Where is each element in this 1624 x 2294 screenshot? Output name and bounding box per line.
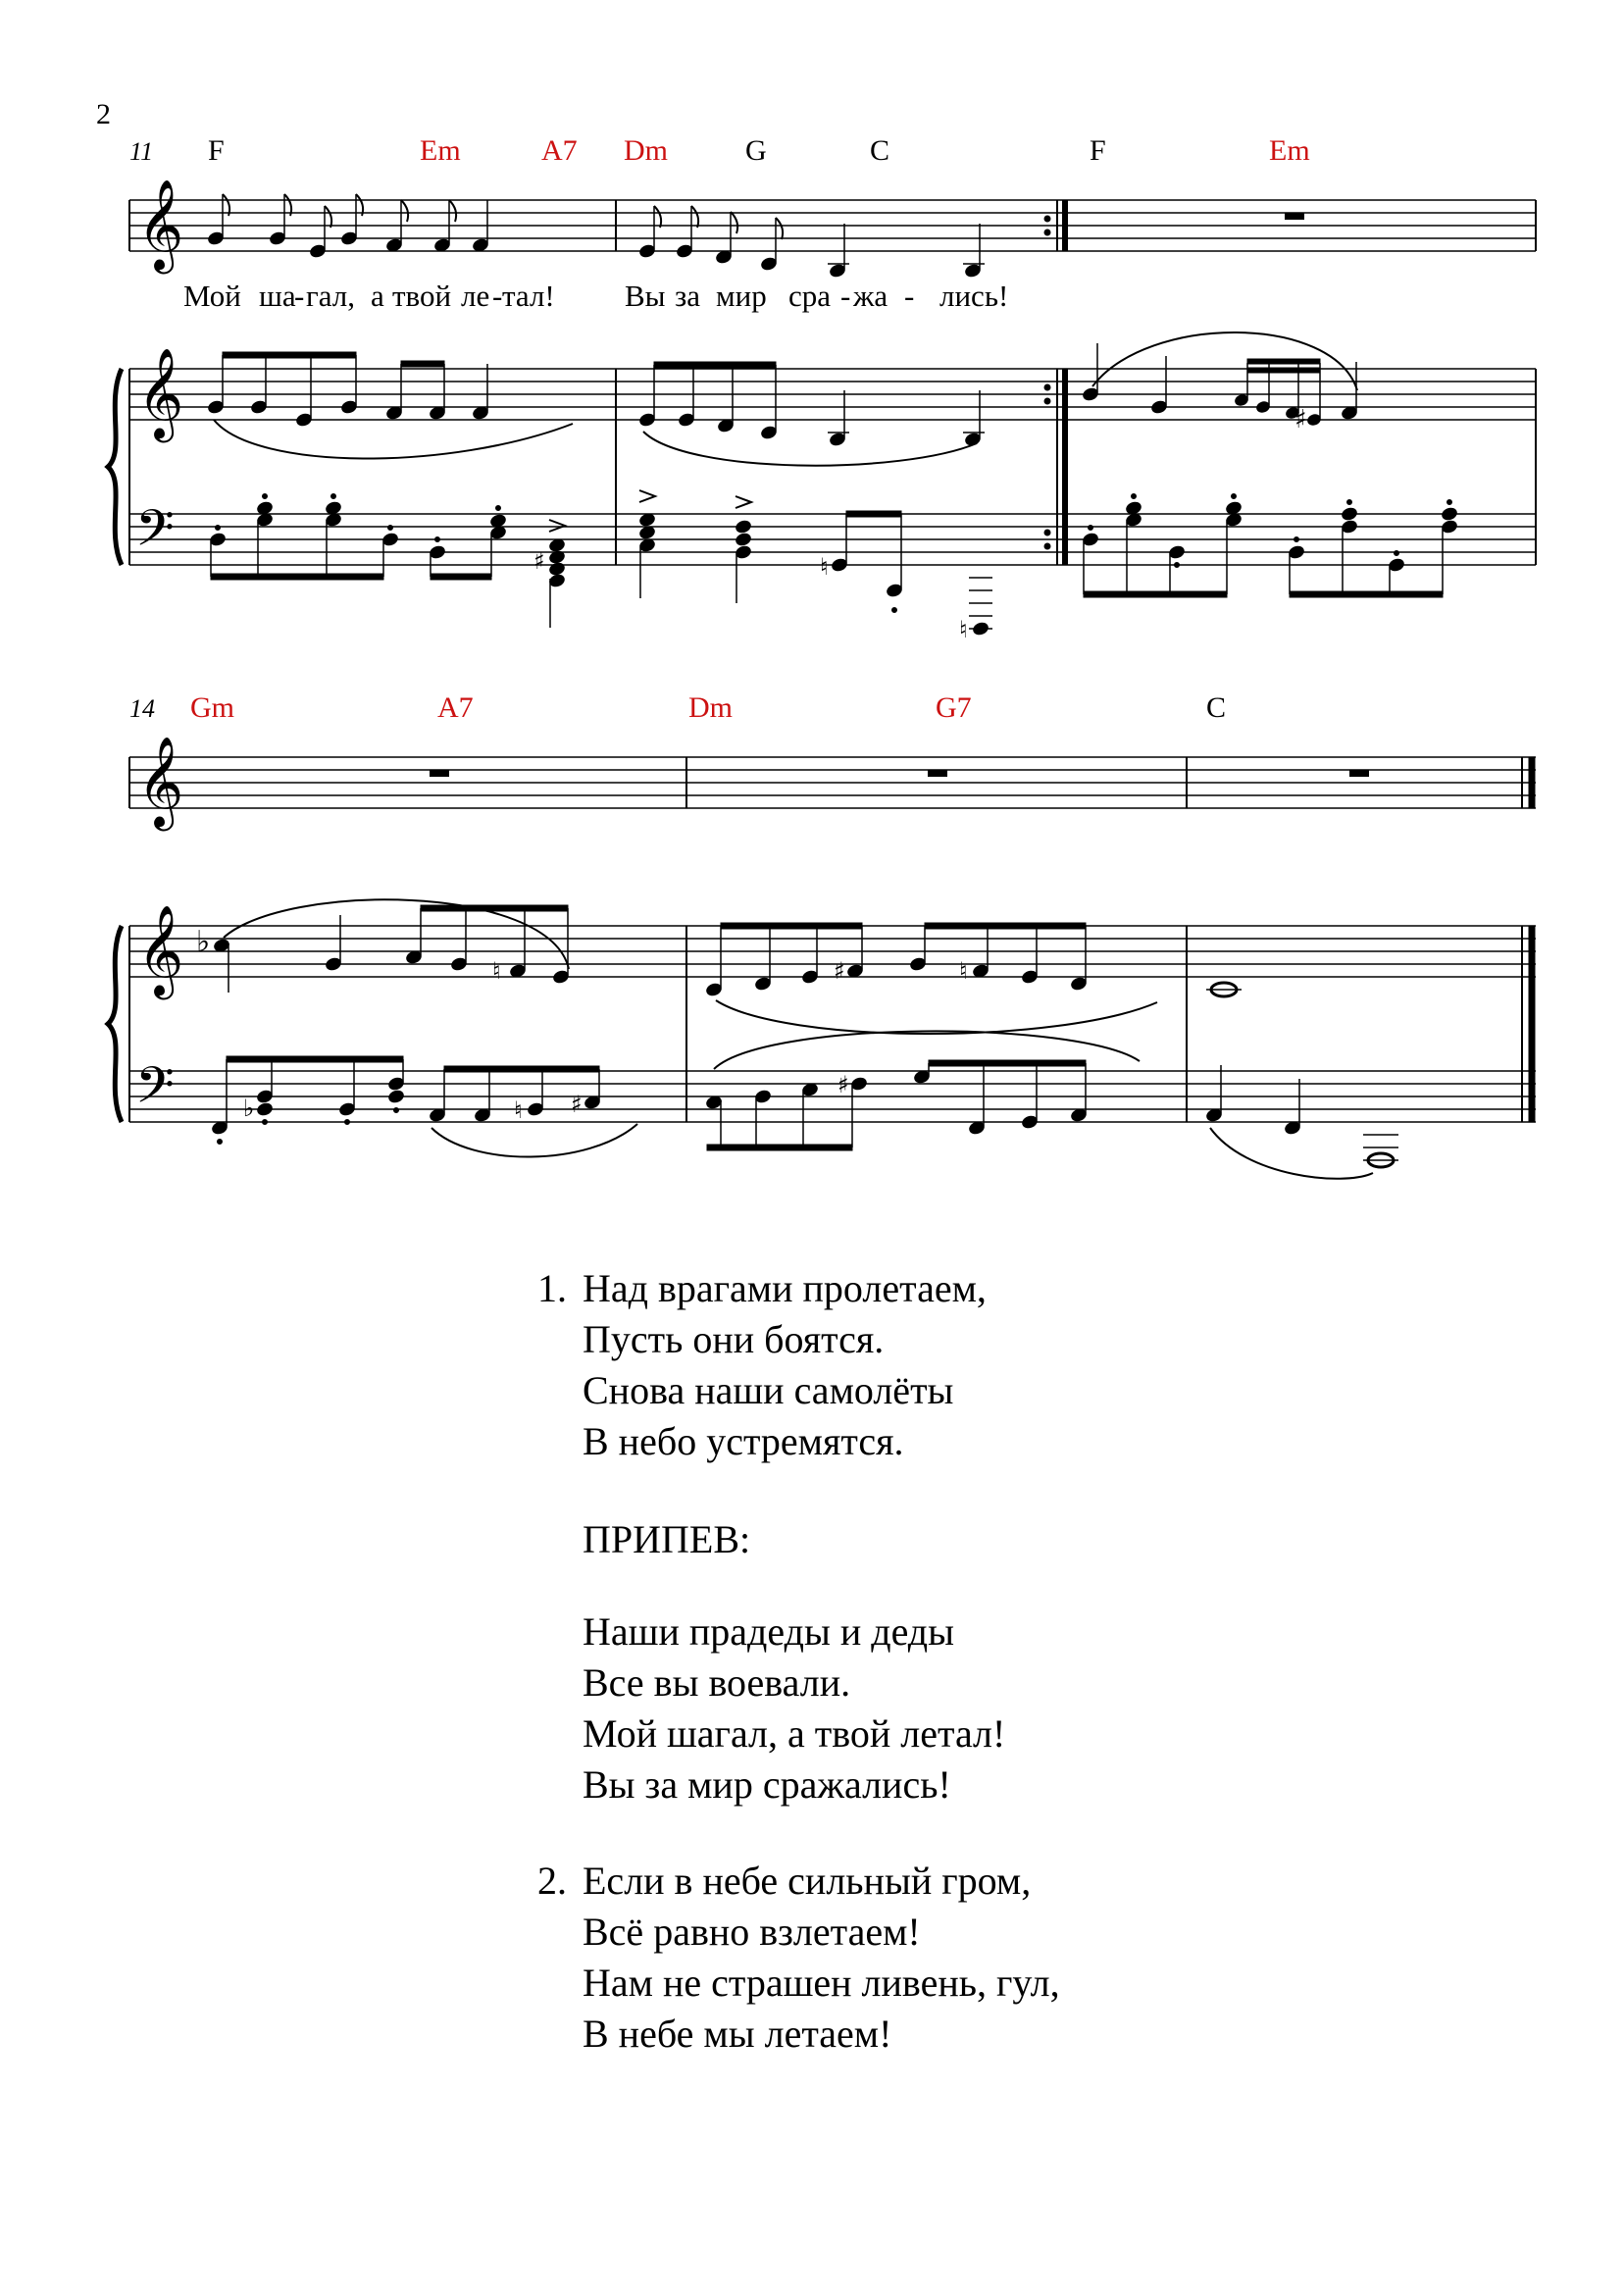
chord-label: Gm (190, 691, 234, 724)
lyrics-system-1 (183, 279, 1008, 313)
piano-treble-notes-m12 (638, 362, 985, 466)
voice-notes-m11 (207, 194, 489, 259)
svg-text:жа: жа (853, 279, 888, 313)
voice-notes-m12 (638, 206, 985, 279)
svg-text:Мой: Мой (183, 279, 241, 313)
svg-text:за: за (675, 279, 701, 313)
piano-treble-staff-1 (129, 369, 1536, 420)
verse-line: В небо устремятся. (583, 1419, 904, 1463)
chord-label: C (1206, 691, 1227, 724)
piano-bass-notes-m13 (1082, 494, 1458, 598)
svg-text:♯: ♯ (837, 1071, 849, 1098)
verse-line: Всё равно взлетаем! (583, 1910, 921, 1954)
svg-text:♯: ♯ (571, 1091, 583, 1118)
bass-clef-icon: 𝄢 (135, 1055, 175, 1127)
chord-label: G7 (936, 691, 972, 724)
verse-line: Наши прадеды и деды (583, 1609, 955, 1654)
chord-label: Dm (688, 691, 733, 724)
treble-clef-icon: 𝄞 (137, 178, 184, 270)
verse-line: Над врагами пролетаем, (583, 1266, 987, 1310)
piano-brace (108, 369, 122, 565)
svg-text:Вы: Вы (625, 279, 666, 313)
chord-label: C (870, 134, 890, 167)
voice-staff-1 (129, 200, 1536, 251)
verse-line: Все вы воевали. (583, 1660, 851, 1705)
treble-clef-icon: 𝄞 (137, 736, 184, 827)
svg-text:ле: ле (461, 279, 490, 313)
piano-treble-notes-m15 (705, 923, 1157, 1034)
svg-text:♮: ♮ (514, 1096, 523, 1124)
verse-1 (537, 1263, 987, 1467)
svg-text:♮: ♮ (959, 616, 968, 643)
whole-rest (1285, 213, 1304, 220)
svg-text:твой: твой (392, 279, 452, 313)
chorus (583, 1606, 1005, 1810)
svg-text:мир: мир (716, 279, 767, 313)
svg-text:♯: ♯ (1294, 405, 1307, 434)
page-number: 2 (96, 98, 111, 130)
whole-rest (430, 770, 449, 777)
svg-text:-: - (840, 279, 851, 313)
whole-rest (928, 770, 947, 777)
measure-number-11: 11 (129, 137, 154, 166)
chorus-heading: ПРИПЕВ: (583, 1517, 751, 1561)
svg-text:♯: ♯ (834, 957, 845, 985)
piano-bass-staff-2 (129, 1071, 1536, 1122)
final-barline (1522, 757, 1532, 1122)
svg-text:-: - (492, 279, 503, 313)
svg-text:♮: ♮ (820, 553, 829, 581)
treble-clef-icon: 𝄞 (137, 904, 184, 995)
svg-text:-: - (294, 279, 305, 313)
svg-text:а: а (371, 279, 384, 313)
piano-treble-notes-m14 (196, 899, 570, 993)
chord-label: G (745, 134, 767, 167)
piano-brace (108, 926, 122, 1122)
chord-label: A7 (437, 691, 474, 724)
piano-treble-notes-m11 (207, 352, 573, 459)
verse-line: Пусть они боятся. (583, 1317, 885, 1361)
svg-text:лись!: лись! (939, 279, 1009, 313)
verse-number: 2. (537, 1859, 567, 1903)
piano-treble-notes-m16 (1206, 983, 1242, 996)
verse-line: Нам не страшен ливень, гул, (583, 1961, 1060, 2005)
verse-line: Вы за мир сражались! (583, 1762, 951, 1807)
chord-label: A7 (541, 134, 578, 167)
verse-line: В небе мы летаем! (583, 2012, 892, 2056)
svg-text:сра: сра (788, 279, 832, 313)
svg-text:♮: ♮ (492, 957, 501, 985)
svg-text:♮: ♮ (959, 957, 968, 985)
verse-2 (537, 1856, 1060, 2060)
svg-text:тал!: тал! (502, 279, 555, 313)
voice-staff-2 (129, 757, 1536, 808)
chord-label: F (1090, 134, 1106, 167)
svg-text:-: - (904, 279, 915, 313)
chord-label: Em (420, 134, 461, 167)
svg-text:гал,: гал, (306, 279, 355, 313)
svg-text:ша: ша (259, 279, 296, 313)
verse-line: Если в небе сильный гром, (583, 1859, 1032, 1903)
chorus-label (583, 1514, 750, 1565)
whole-rest (1349, 770, 1369, 777)
measure-number-14: 14 (129, 694, 155, 723)
piano-bass-notes-m15 (705, 1031, 1140, 1150)
chord-label: F (208, 134, 225, 167)
repeat-barline (1044, 200, 1066, 565)
bass-clef-icon: 𝄢 (135, 498, 175, 570)
piano-bass-staff-1 (129, 514, 1536, 565)
verse-line: Снова наши самолёты (583, 1368, 954, 1412)
chord-label: Em (1269, 134, 1310, 167)
treble-clef-icon: 𝄞 (137, 347, 184, 438)
svg-text:♯: ♯ (533, 547, 545, 575)
svg-text:♭: ♭ (243, 1095, 255, 1122)
verse-line: Мой шагал, а твой летал! (583, 1711, 1006, 1756)
chord-label: Dm (624, 134, 668, 167)
verse-number: 1. (537, 1266, 567, 1310)
svg-text:♭: ♭ (196, 925, 211, 959)
